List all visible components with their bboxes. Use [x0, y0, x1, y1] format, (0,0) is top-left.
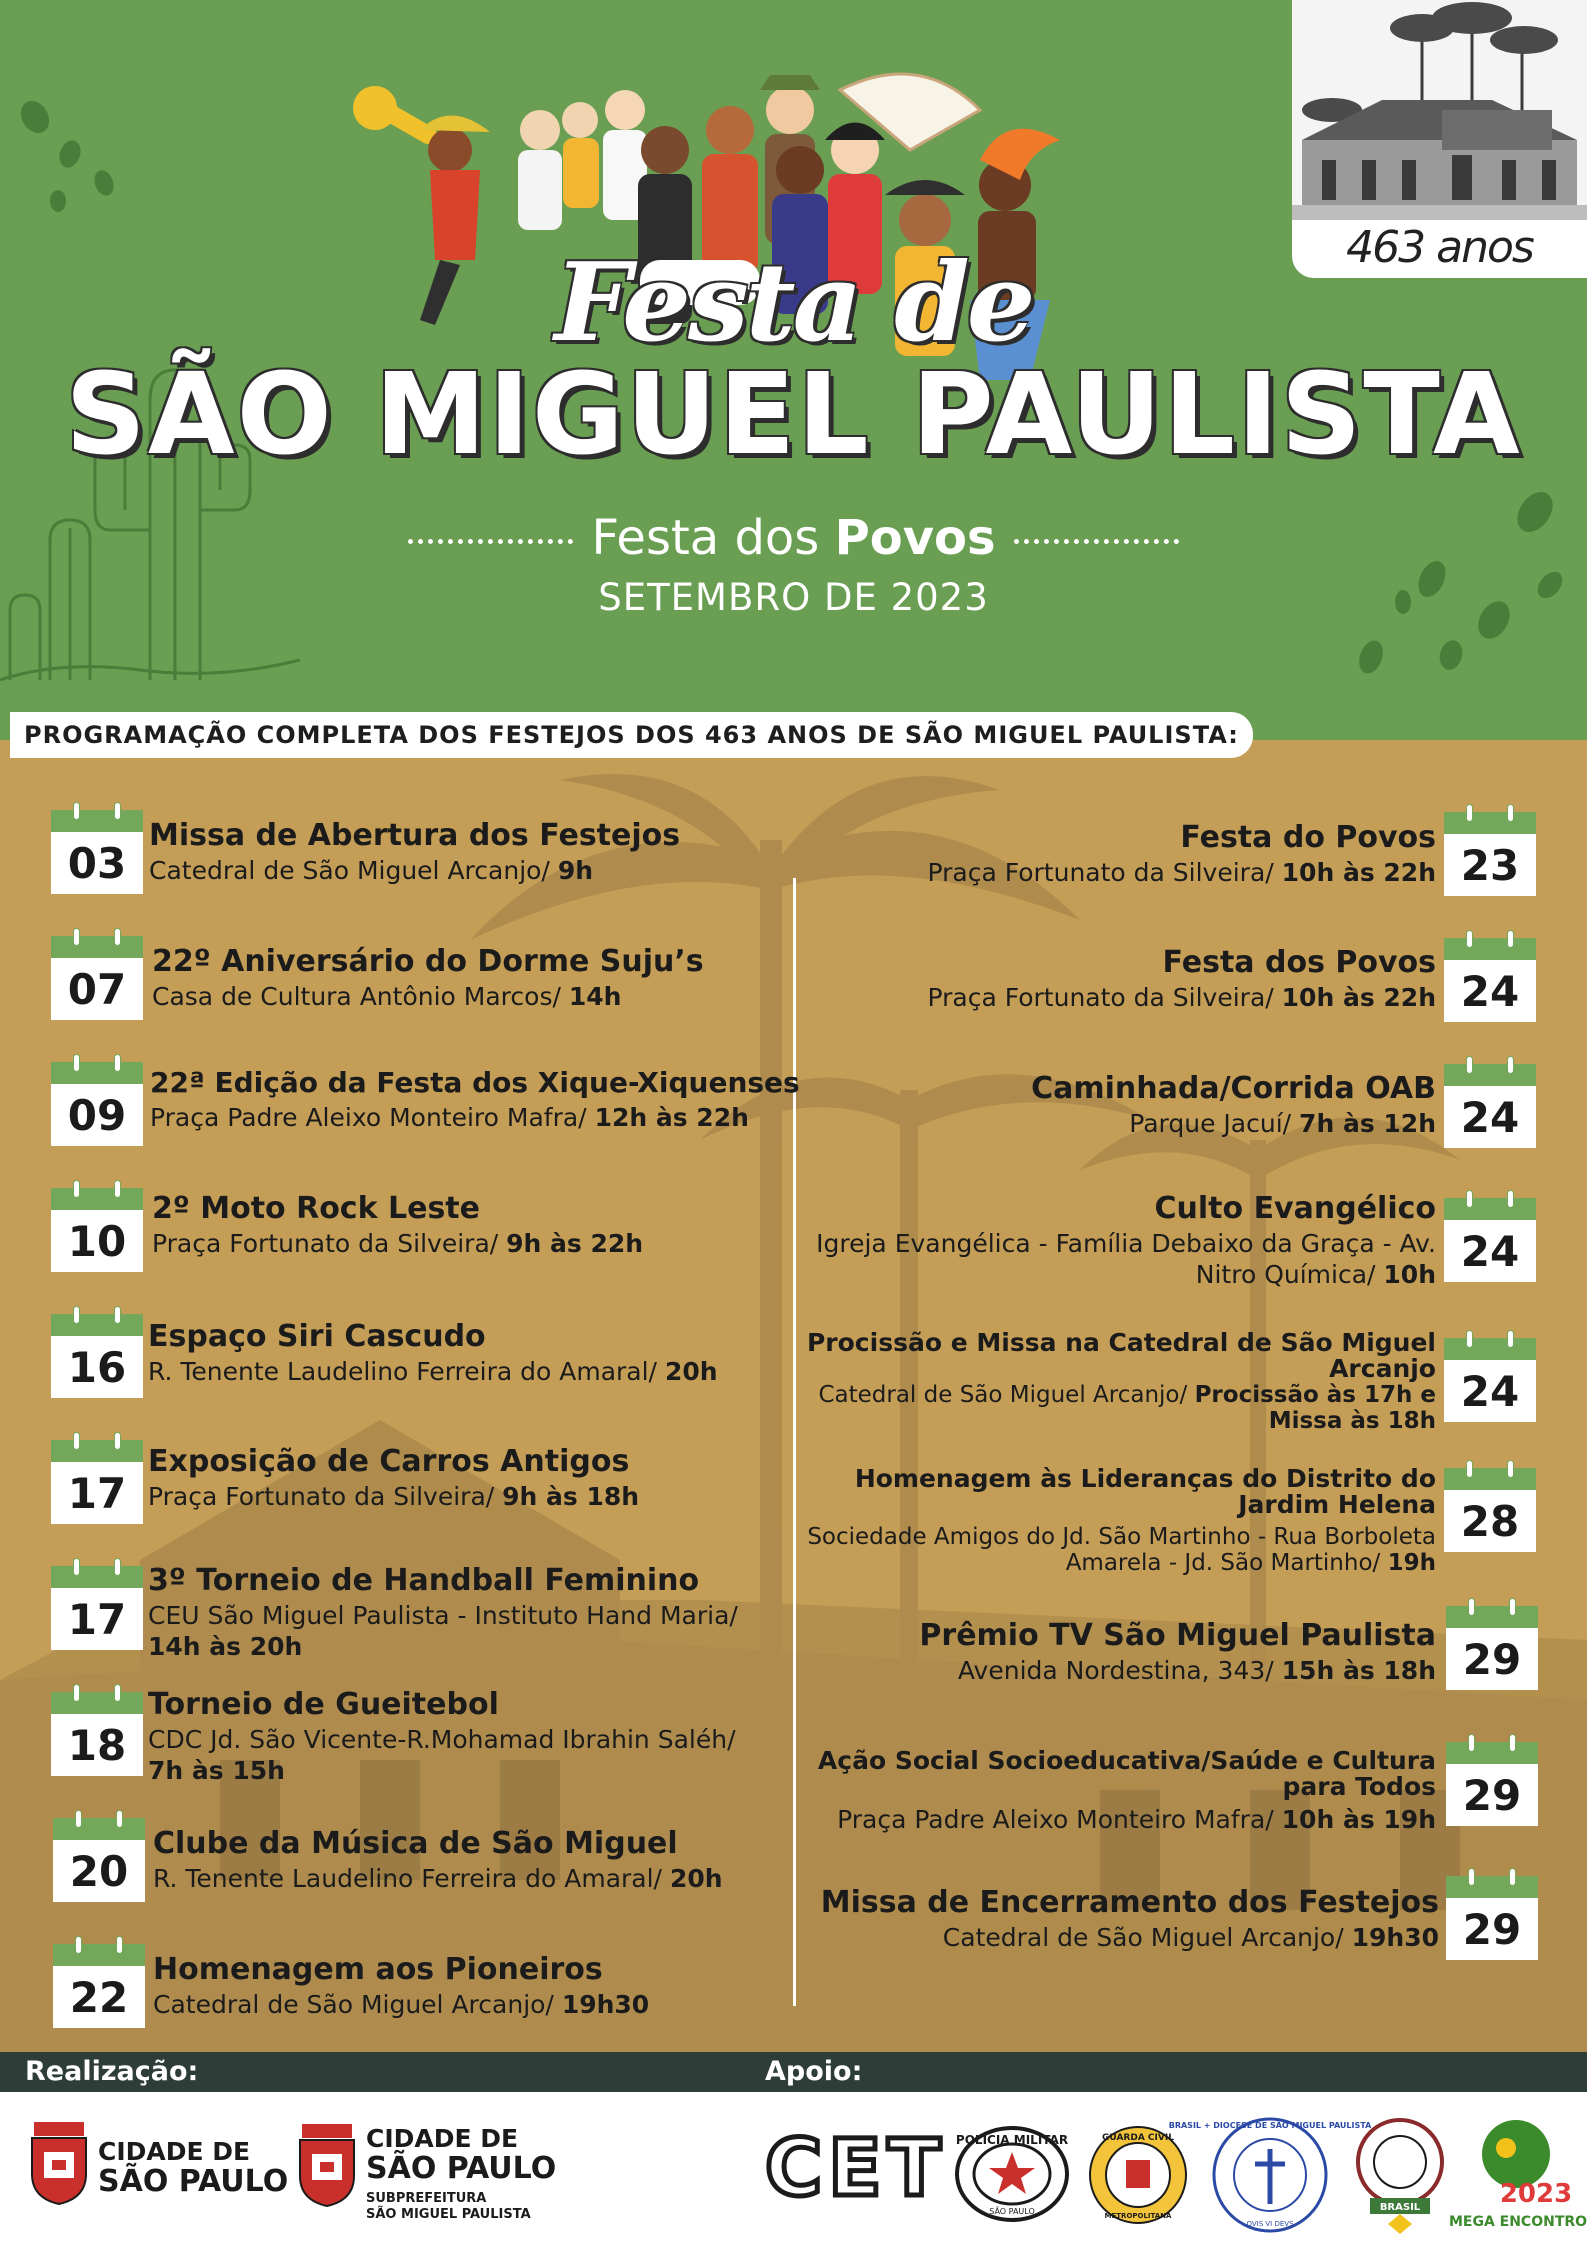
diocese-badge-icon	[1168, 2114, 1372, 2236]
calendar-icon	[51, 1684, 143, 1776]
event-item	[806, 1466, 1436, 1576]
event-title: 2º Moto Rock Leste	[152, 1191, 480, 1226]
event-place: Catedral de São Miguel Arcanjo/	[942, 1923, 1352, 1952]
event-place: Praça Fortunato da Silveira/	[927, 983, 1282, 1012]
event-title: Clube da Música de São Miguel	[153, 1826, 678, 1861]
event-item	[148, 1562, 793, 1662]
subtitle-bold: Povos	[834, 510, 996, 566]
calendar-icon	[1444, 804, 1536, 896]
sao-paulo-coat-of-arms-icon	[30, 2122, 88, 2204]
decor-dot	[50, 190, 66, 212]
logo2-line1: CIDADE DE	[366, 2124, 519, 2153]
event-time: 9h às 18h	[502, 1482, 640, 1511]
calendar-icon	[51, 1180, 143, 1272]
event-title: Festa do Povos	[1180, 820, 1436, 855]
column-divider	[793, 878, 796, 2006]
event-day: 28	[1444, 1490, 1536, 1552]
event-day: 23	[1444, 834, 1536, 896]
event-day: 17	[51, 1588, 143, 1650]
event-day: 29	[1446, 1898, 1538, 1960]
calendar-icon	[53, 1810, 145, 1902]
event-day: 29	[1446, 1764, 1538, 1826]
event-item	[806, 1748, 1436, 1835]
event-day: 24	[1444, 960, 1536, 1022]
event-day: 20	[53, 1840, 145, 1902]
event-place: R. Tenente Laudelino Ferreira do Amaral/	[153, 1864, 670, 1893]
event-title: Torneio de Gueitebol	[148, 1687, 499, 1722]
event-item	[152, 943, 704, 1012]
event-day: 24	[1444, 1086, 1536, 1148]
event-place: Praça Fortunato da Silveira/	[152, 1229, 507, 1258]
title-festa-de: Festa de	[554, 240, 1033, 366]
logo2-line3: SUBPREFEITURA	[366, 2191, 487, 2206]
calendar-icon	[1444, 930, 1536, 1022]
footer-bar	[0, 2052, 1587, 2092]
header	[0, 0, 1587, 740]
event-place: Parque Jacuí/	[1129, 1109, 1300, 1138]
gcm-bottom-text: METROPOLITANA	[1104, 2212, 1172, 2220]
event-item	[150, 1064, 800, 1133]
event-title: Exposição de Carros Antigos	[148, 1444, 630, 1479]
mega-encontro-logo-icon	[1448, 2114, 1587, 2238]
event-time: 19h30	[561, 1990, 650, 2019]
mega-year-text: 2023	[1499, 2179, 1573, 2209]
decor-dot	[91, 168, 117, 199]
calendar-icon	[51, 1306, 143, 1398]
event-day: 24	[1444, 1220, 1536, 1282]
pm-bottom-text: SÃO PAULO	[989, 2207, 1035, 2216]
church-photo	[1292, 0, 1587, 220]
gcm-ring-text: GUARDA CIVIL	[1102, 2133, 1174, 2143]
event-title: 22ª Edição da Festa dos Xique-Xiquenses	[150, 1066, 800, 1099]
event-place: Casa de Cultura Antônio Marcos/	[152, 982, 569, 1011]
event-title: Caminhada/Corrida OAB	[1031, 1071, 1436, 1106]
event-item	[919, 1617, 1436, 1686]
event-item	[148, 1686, 768, 1786]
realizacao-label: Realização:	[25, 2056, 199, 2087]
calendar-icon	[51, 1432, 143, 1524]
event-day: 29	[1446, 1628, 1538, 1690]
calendar-icon	[1444, 1460, 1536, 1552]
event-place: Praça Padre Aleixo Monteiro Mafra/	[837, 1805, 1282, 1834]
event-time: 19h30	[1351, 1923, 1439, 1952]
event-title: 3º Torneio de Handball Feminino	[148, 1563, 700, 1598]
event-time: 19h	[1387, 1550, 1436, 1576]
logo1-line2: SÃO PAULO	[98, 2164, 289, 2199]
event-time: 7h às 12h	[1299, 1109, 1436, 1138]
event-time: 14h	[568, 982, 622, 1011]
calendar-icon	[1444, 1190, 1536, 1282]
event-item	[152, 1190, 643, 1259]
event-day: 03	[51, 832, 143, 894]
event-title: 22º Aniversário do Dorme Suju’s	[152, 944, 704, 979]
event-title: Ação Social Socioeducativa/Saúde e Cultura para Todos	[817, 1746, 1436, 1801]
event-time: 9h	[557, 856, 594, 885]
event-time: 9h às 22h	[506, 1229, 644, 1258]
logo2-line4: SÃO MIGUEL PAULISTA	[366, 2207, 531, 2222]
guarda-civil-badge-icon	[1088, 2120, 1188, 2230]
dotted-rule-left	[408, 539, 573, 544]
diocese-ring-text: BRASIL + DIOCESE DE SÃO MIGUEL PAULISTA	[1168, 2121, 1372, 2130]
event-place: Igreja Evangélica - Família Debaixo da Graça - Av. Nitro Química/	[816, 1229, 1436, 1289]
anniversary-photo-badge	[1292, 0, 1587, 278]
calendar-icon	[1444, 1056, 1536, 1148]
event-time: 14h às 20h	[148, 1632, 303, 1661]
calendar-icon	[53, 1936, 145, 2028]
event-title: Missa de Abertura dos Festejos	[149, 818, 681, 853]
event-time: 20h	[669, 1864, 723, 1893]
event-place: Catedral de São Miguel Arcanjo/	[818, 1382, 1195, 1408]
event-day: 24	[1444, 1360, 1536, 1422]
event-time: 10h às 19h	[1281, 1805, 1436, 1834]
logo1-line1: CIDADE DE	[98, 2137, 251, 2166]
event-time: 12h às 22h	[594, 1103, 749, 1132]
brasil-club-badge-icon	[1350, 2114, 1450, 2236]
event-title: Homenagem às Lideranças do Distrito do Jardim Helena	[854, 1464, 1436, 1519]
event-day: 17	[51, 1462, 143, 1524]
event-place: CDC Jd. São Vicente-R.Mohamad Ibrahin Saléh/	[148, 1725, 736, 1754]
mega-encontro-text: MEGA ENCONTRO	[1448, 2214, 1587, 2230]
subtitle-row	[0, 510, 1587, 566]
calendar-icon	[1446, 1598, 1538, 1690]
event-place: Praça Fortunato da Silveira/	[927, 858, 1282, 887]
event-place: Sociedade Amigos do Jd. São Martinho - Rua Borboleta Amarela - Jd. São Martinho/	[807, 1524, 1436, 1576]
event-title: Procissão e Missa na Catedral de São Miguel Arcanjo	[806, 1328, 1436, 1383]
calendar-icon	[1444, 1330, 1536, 1422]
event-place: R. Tenente Laudelino Ferreira do Amaral/	[148, 1357, 665, 1386]
anniversary-label: 463 anos	[1346, 222, 1533, 273]
event-time: 10h	[1383, 1260, 1436, 1289]
event-place: Praça Fortunato da Silveira/	[148, 1482, 503, 1511]
sao-paulo-subprefeitura-coat-of-arms-icon	[298, 2124, 356, 2206]
event-time: 7h às 15h	[148, 1756, 285, 1785]
calendar-icon	[1446, 1868, 1538, 1960]
event-place: CEU São Miguel Paulista - Instituto Hand Maria/	[148, 1601, 738, 1630]
logo2-line2: SÃO PAULO	[366, 2151, 557, 2186]
event-title: Homenagem aos Pioneiros	[153, 1952, 603, 1987]
policia-militar-badge-icon	[955, 2124, 1070, 2224]
title-sao-miguel-paulista: SÃO MIGUEL PAULISTA	[65, 350, 1522, 480]
event-day: 09	[51, 1084, 143, 1146]
event-title: Culto Evangélico	[1154, 1191, 1436, 1226]
event-place: Praça Padre Aleixo Monteiro Mafra/	[150, 1103, 595, 1132]
event-place: Catedral de São Miguel Arcanjo/	[153, 1990, 562, 2019]
event-item	[148, 1443, 639, 1512]
event-item	[796, 1190, 1436, 1290]
apoio-label: Apoio:	[765, 2056, 863, 2087]
event-time: Procissão às 17h e Missa às 18h	[1194, 1382, 1436, 1434]
calendar-icon	[51, 802, 143, 894]
event-item	[1031, 1070, 1436, 1139]
event-item	[148, 1318, 718, 1387]
decor-dot	[56, 137, 84, 170]
footer-logos	[0, 2092, 1587, 2245]
event-title: Festa dos Povos	[1162, 945, 1436, 980]
brasil-text: BRASIL	[1379, 2202, 1421, 2213]
decor-dot	[15, 96, 55, 138]
event-time: 10h às 22h	[1281, 983, 1436, 1012]
event-day: 16	[51, 1336, 143, 1398]
event-place: Catedral de São Miguel Arcanjo/	[149, 856, 558, 885]
event-item	[928, 819, 1437, 888]
diocese-motto-text: OVIS VI DEVS	[1246, 2220, 1294, 2228]
event-time: 20h	[664, 1357, 718, 1386]
event-item	[153, 1825, 723, 1894]
event-title: Prêmio TV São Miguel Paulista	[919, 1618, 1436, 1653]
calendar-icon	[1446, 1734, 1538, 1826]
event-date: SETEMBRO DE 2023	[598, 576, 989, 619]
pm-ring-text: POLÍCIA MILITAR	[955, 2133, 1069, 2147]
event-day: 10	[51, 1210, 143, 1272]
decor-dot	[1355, 637, 1387, 676]
event-time: 15h às 18h	[1281, 1656, 1436, 1685]
event-place: Avenida Nordestina, 343/	[957, 1656, 1282, 1685]
event-day: 18	[51, 1714, 143, 1776]
event-item	[149, 817, 680, 886]
calendar-icon	[51, 928, 143, 1020]
event-day: 22	[53, 1966, 145, 2028]
event-item	[928, 944, 1437, 1013]
calendar-icon	[51, 1054, 143, 1146]
event-item	[821, 1884, 1439, 1953]
program-banner: PROGRAMAÇÃO COMPLETA DOS FESTEJOS DOS 463 ANOS DE SÃO MIGUEL PAULISTA:	[10, 712, 1253, 758]
decor-dot	[1436, 638, 1465, 673]
subtitle-regular: Festa dos	[591, 510, 835, 566]
event-item	[806, 1330, 1436, 1434]
calendar-icon	[51, 1558, 143, 1650]
event-day: 07	[51, 958, 143, 1020]
cet-logo: CET	[765, 2124, 947, 2214]
event-time: 10h às 22h	[1281, 858, 1436, 887]
event-title: Espaço Siri Cascudo	[148, 1319, 486, 1354]
dotted-rule-right	[1014, 539, 1179, 544]
event-title: Missa de Encerramento dos Festejos	[820, 1885, 1439, 1920]
event-item	[153, 1951, 649, 2020]
